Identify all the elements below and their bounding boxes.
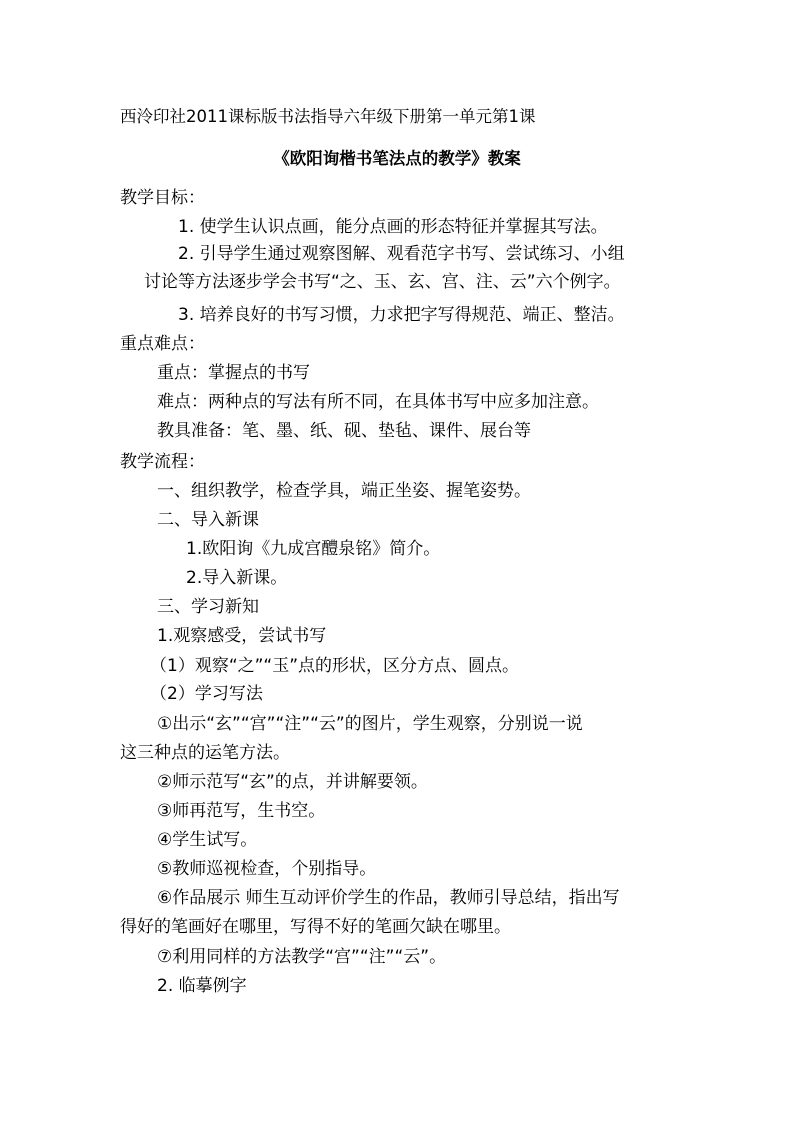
- objective-item-2-line-1: 2. 引导学生通过观察图解、观看范字书写、尝试练习、小组: [178, 244, 625, 264]
- process-c1-line-1: ①出示“玄”“宫”“注”“云”的图片，学生观察，分别说一说: [157, 714, 583, 734]
- process-step-1: 一、组织教学，检查学具，端正坐姿、握笔姿势。: [157, 481, 531, 501]
- process-heading: 教学流程：: [120, 452, 205, 472]
- process-c4: ④学生试写。: [157, 830, 258, 850]
- process-c5: ⑤教师巡视检查，个别指导。: [157, 859, 377, 879]
- process-step-2-1: 1.欧阳询《九成宫醴泉铭》简介。: [186, 539, 441, 559]
- objective-item-1: 1. 使学生认识点画，能分点画的形态特征并掌握其写法。: [178, 217, 608, 237]
- teaching-materials: 教具准备：笔、墨、纸、砚、垫毡、课件、展台等: [157, 421, 531, 441]
- process-c3: ③师再范写，生书空。: [157, 801, 326, 821]
- process-step-3-2: 2. 临摹例字: [157, 976, 247, 996]
- objective-item-2-line-2: 讨论等方法逐步学会书写“之、玉、玄、宫、注、云”六个例字。: [144, 272, 621, 292]
- process-step-3-1: 1.观察感受，尝试书写: [157, 626, 327, 646]
- process-c6-line-1: ⑥作品展示 师生互动评价学生的作品，教师引导总结，指出写: [157, 888, 620, 908]
- difficulty-point: 难点：两种点的写法有所不同，在具体书写中应多加注意。: [157, 392, 599, 412]
- document-header: 西泠印社2011课标版书法指导六年级下册第一单元第1课: [120, 107, 536, 126]
- document-title: 《欧阳询楷书笔法点的教学》教案: [273, 149, 521, 168]
- process-c7: ⑦利用同样的方法教学“宫”“注”“云”。: [157, 947, 447, 967]
- objectives-heading: 教学目标：: [120, 188, 205, 208]
- process-c2: ②师示范写“玄”的点，并讲解要领。: [157, 772, 428, 792]
- process-step-2-2: 2.导入新课。: [186, 568, 288, 588]
- key-point: 重点：掌握点的书写: [157, 363, 310, 383]
- key-points-heading: 重点难点：: [120, 334, 205, 354]
- process-step-3-1-b: （2）学习写法: [150, 684, 263, 704]
- process-step-2: 二、导入新课: [157, 510, 259, 530]
- process-c1-line-2: 这三种点的运笔方法。: [120, 743, 290, 763]
- objective-item-3: 3. 培养良好的书写习惯，力求把字写得规范、端正、整洁。: [178, 305, 625, 325]
- process-step-3-1-a: （1）观察“之”“玉”点的形状，区分方点、圆点。: [150, 656, 520, 676]
- process-step-3: 三、学习新知: [157, 597, 259, 617]
- process-c6-line-2: 得好的笔画好在哪里，写得不好的笔画欠缺在哪里。: [120, 917, 511, 937]
